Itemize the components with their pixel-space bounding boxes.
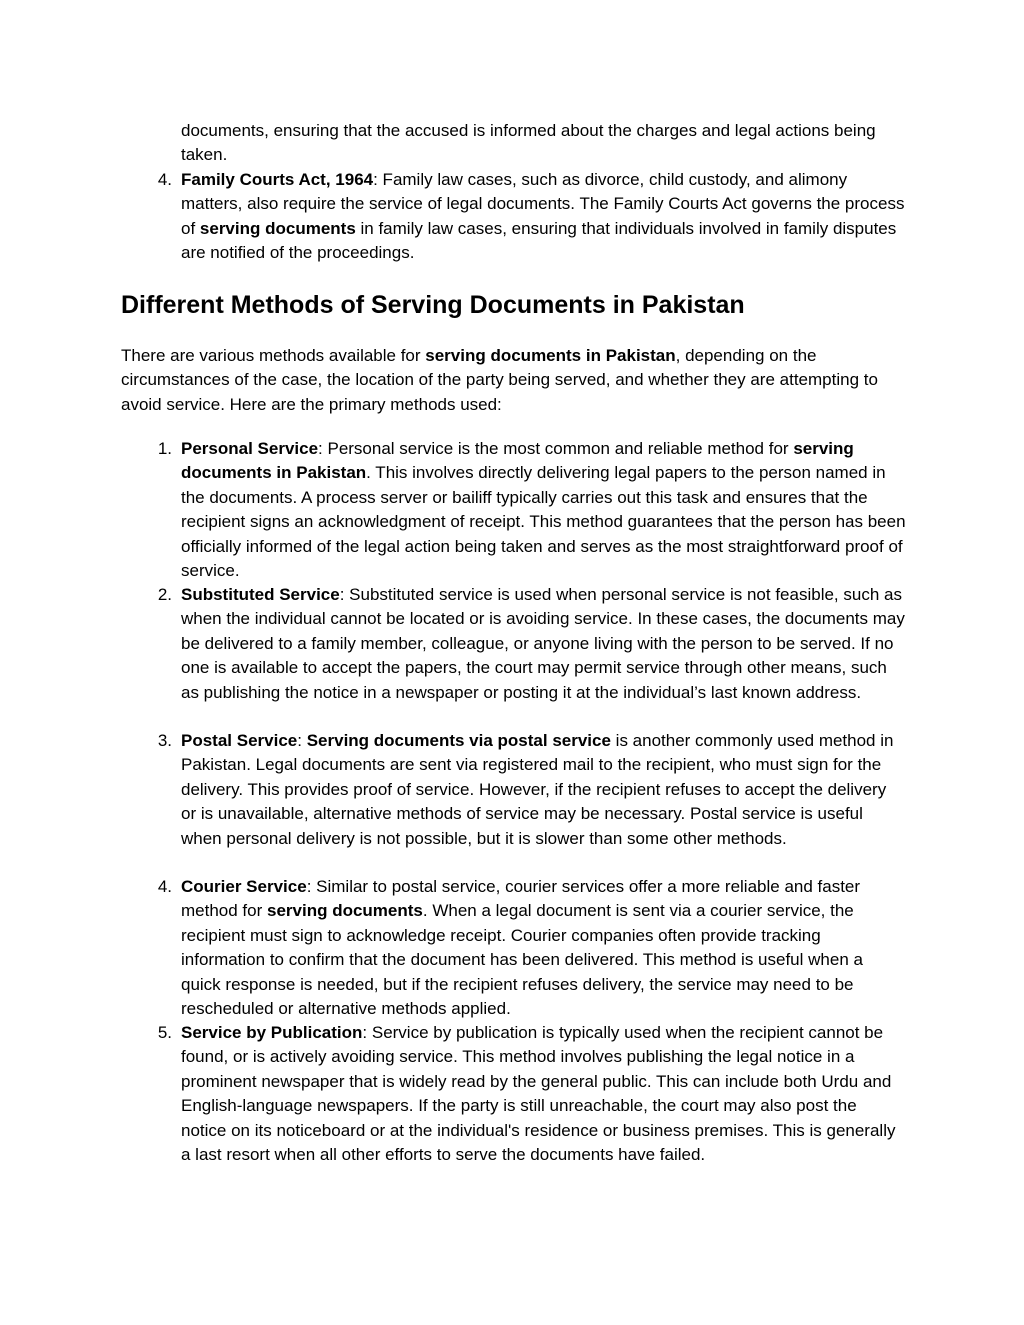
list-item-continuation: documents, ensuring that the accused is informed about the charges and legal actions being taken. (181, 121, 876, 165)
list-item-text: in family law cases, ensuring that individuals involved in family disputes are notified of the proceedings. (181, 218, 897, 263)
list-number: 5. (157, 1023, 172, 1042)
list-item-title: Personal Service (181, 439, 319, 458)
list-item-title: Substituted Service (181, 585, 340, 604)
list-item-service-by-publication (157, 1021, 906, 1167)
list-item-title: Courier Service (181, 877, 307, 896)
list-item-personal-service (157, 437, 906, 583)
list-item-text: : Family law cases, such as divorce, child custody, and alimony matters, also require the service of legal documents. The Family Courts Act governs the process of (181, 170, 905, 238)
list-item-text: : Substituted service is used when personal service is not feasible, such as when the individual cannot be located or is avoiding service. In these cases, the documents may be delivered to a family member, colleague, or anyone living with the person to be served. If no one is available to accept the papers, the court may permit service through other means, such as publishing the notice in a newspaper or posting it at the individual’s last known address. (181, 585, 905, 702)
list-number: 4. (157, 170, 172, 189)
list-item-title: Service by Publication (181, 1023, 363, 1042)
list-item-bold-phrase: Serving documents via postal service (306, 731, 611, 750)
list-item-title: Family Courts Act, 1964 (181, 170, 374, 189)
section-heading: Different Methods of Serving Documents in Pakistan (121, 291, 745, 319)
intro-paragraph (121, 344, 906, 417)
list-item-text: : (297, 731, 307, 750)
list-item-text: : Service by publication is typically used when the recipient cannot be found, or is actively avoiding service. This method involves publishing the legal notice in a prominent newspaper that is widely read by the general public. This can include both Urdu and English-language newspapers. If the party is still unreachable, the court may also post the notice on its noticeboard or at the individual's residence or business premises. This is generally a last resort when all other efforts to serve the documents have failed. (181, 1023, 896, 1165)
intro-bold-phrase: serving documents in Pakistan (425, 346, 676, 365)
list-item-text: : Personal service is the most common and reliable method for (318, 439, 794, 458)
list-item-substituted-service (157, 583, 906, 705)
list-item-bold-phrase: serving documents (267, 901, 423, 921)
list-number: 2. (157, 585, 172, 604)
list-item-postal-service (157, 729, 906, 851)
list-item-family-courts-act (157, 168, 906, 266)
list-number: 3. (157, 731, 172, 750)
list-item-text: is another commonly used method in Pakistan. Legal documents are sent via registered mail to the recipient, who must sign for the delivery. This provides proof of service. However, if the recipient refuses to accept the delivery or is unavailable, alternative methods of service may be necessary. Postal service is useful when personal delivery is not possible, but it is slower than some other methods. (181, 731, 894, 848)
intro-text: There are various methods available for (121, 346, 426, 365)
list-item-title: Postal Service (181, 731, 298, 750)
list-item-courier-service (157, 875, 906, 1021)
list-item-text: : Similar to postal service, courier services offer a more reliable and faster method for (181, 877, 861, 921)
list-number: 4. (157, 877, 172, 896)
list-number: 1. (157, 439, 172, 458)
list-item-bold-phrase: serving documents in Pakistan (181, 439, 854, 483)
list-item-text: . When a legal document is sent via a courier service, the recipient must sign to acknowledge receipt. Courier companies often provide tracking information to confirm that the document has been delivered. This method is useful when a quick response is needed, but if the recipient refuses delivery, the service may need to be rescheduled or alternative methods applied. (181, 901, 863, 1019)
list-item-text: . This involves directly delivering legal papers to the person named in the documents. A process server or bailiff typically carries out this task and ensures that the recipient signs an acknowledgment of receipt. This method guarantees that the person has been officially informed of the legal action being taken and serves as the most straightforward proof of service. (181, 463, 906, 581)
list-item-bold-phrase: serving documents (199, 218, 356, 238)
intro-text: , depending on the circumstances of the case, the location of the party being served, and whether they are attempting to avoid service. Here are the primary methods used: (121, 346, 878, 414)
